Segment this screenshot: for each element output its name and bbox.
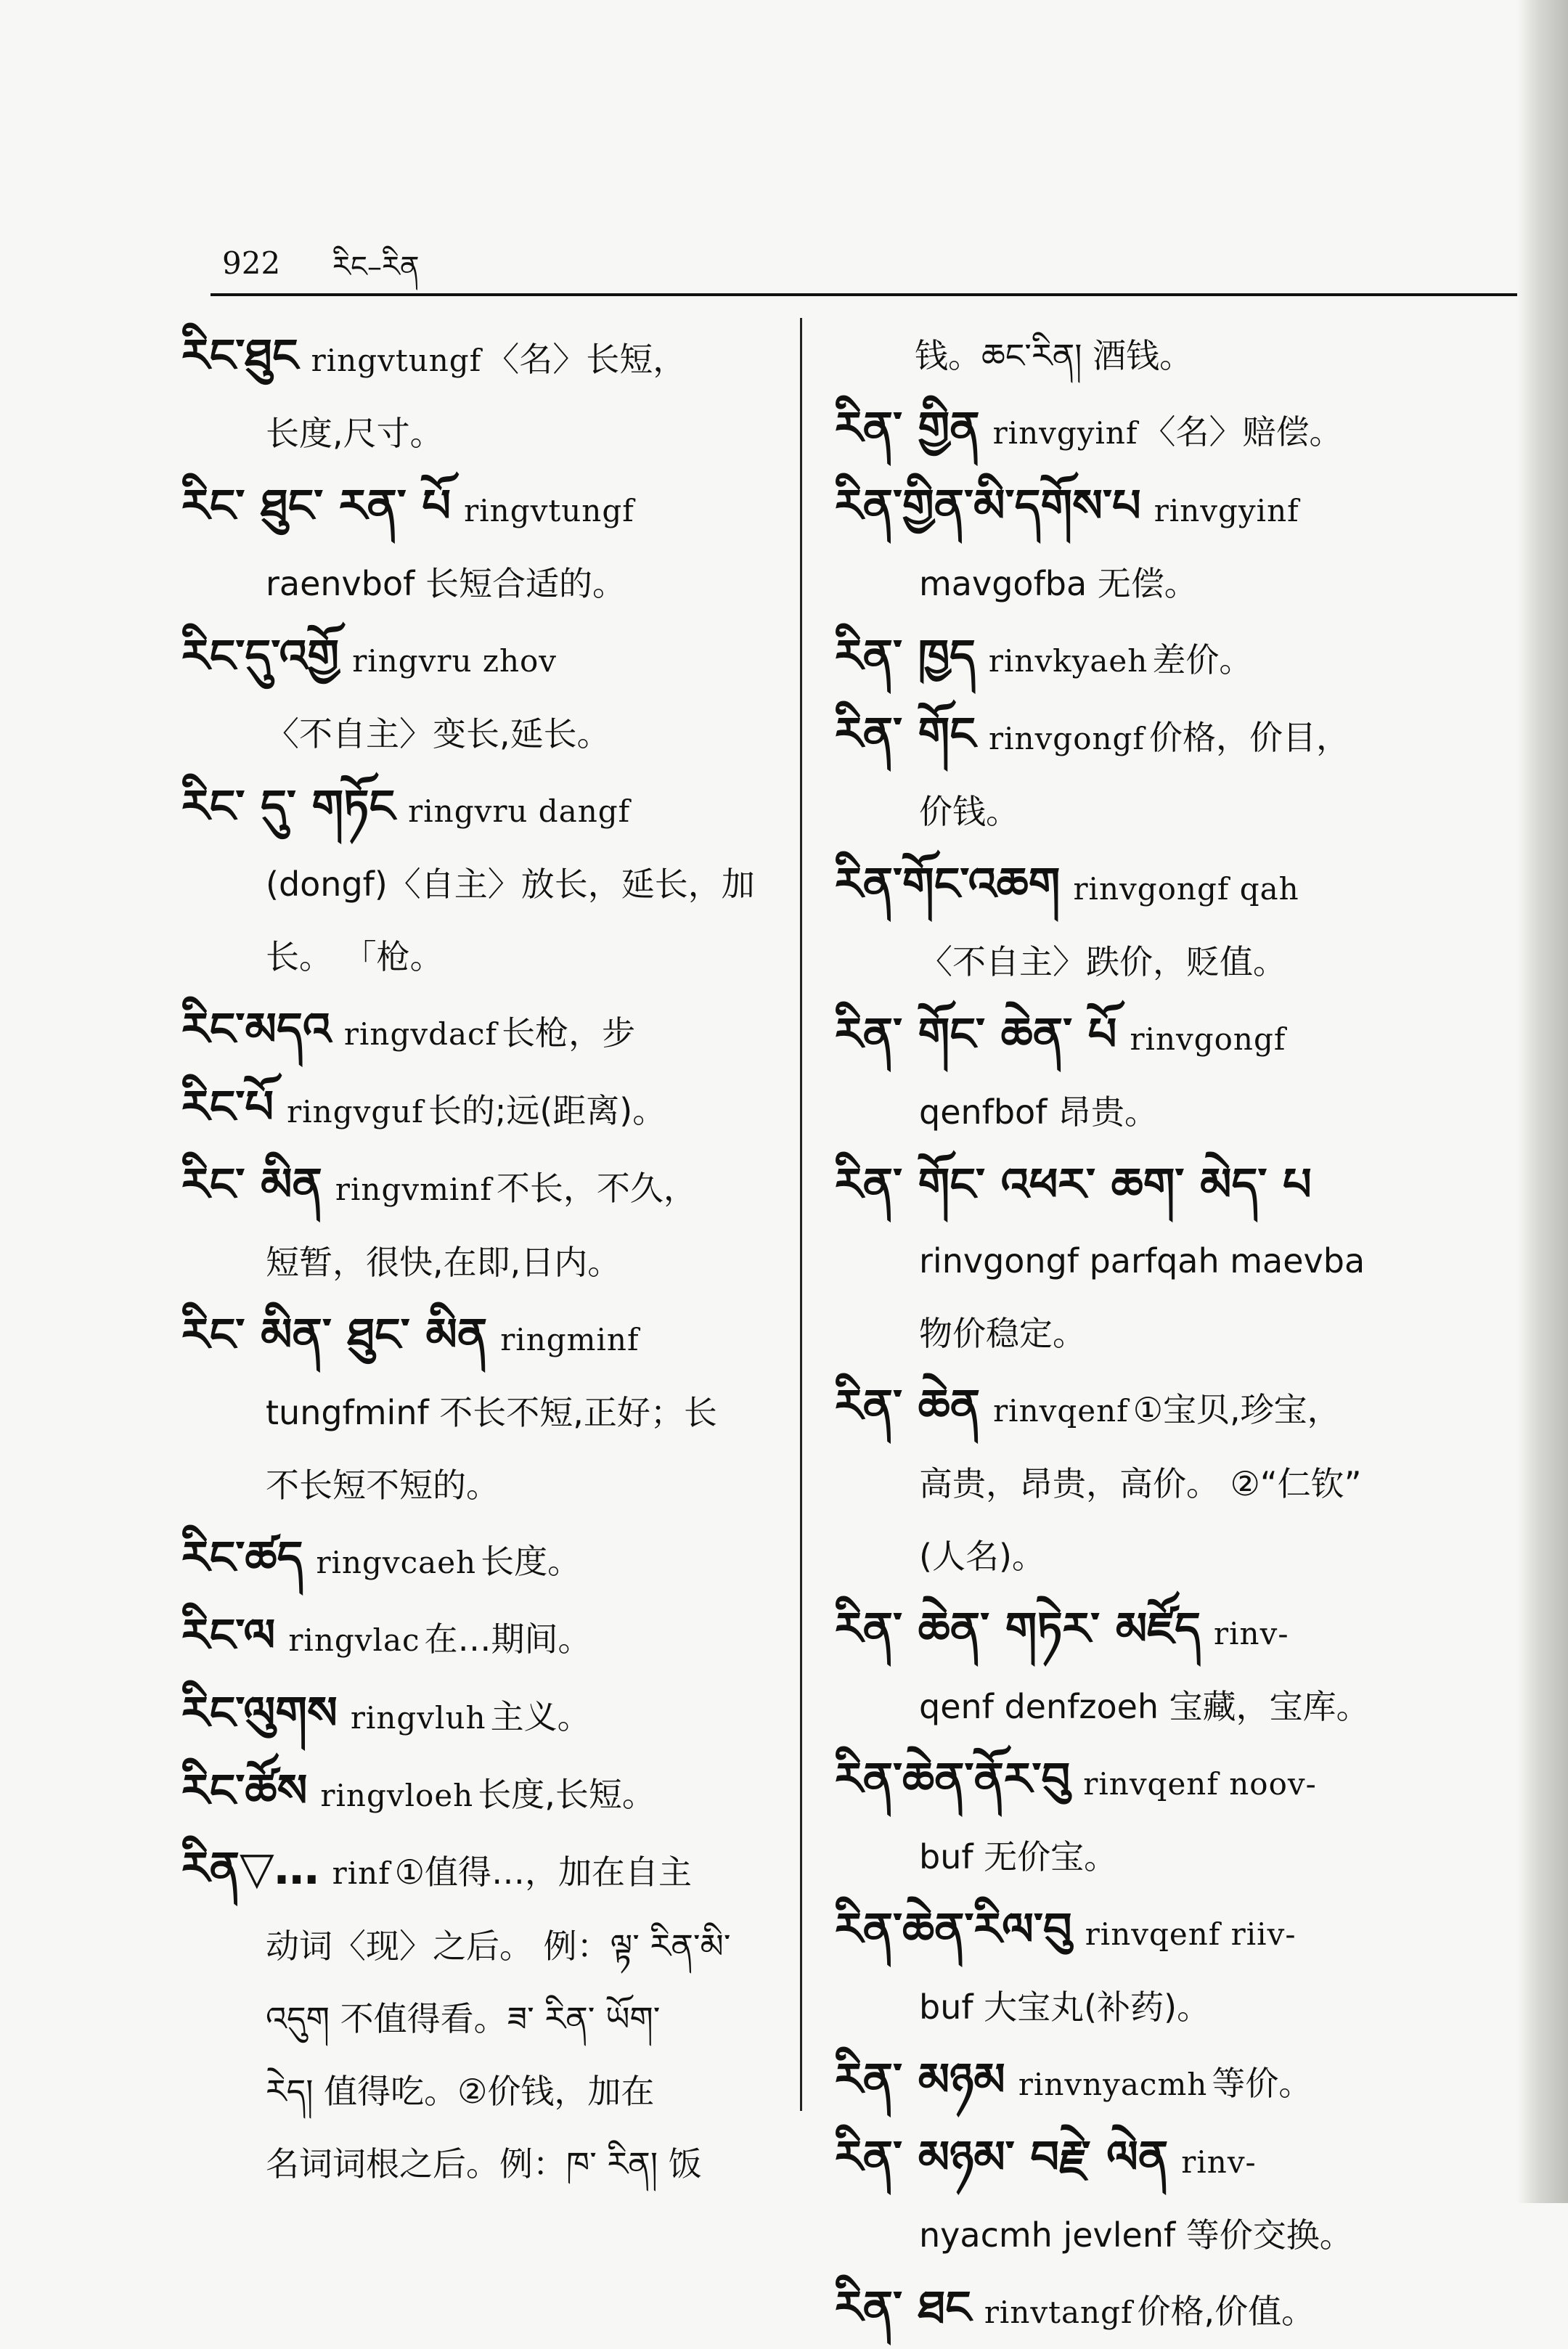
entry-headword: རིང་དུ་འགྱོ (181, 629, 340, 682)
entry-romanization: rinvqenf riiv- (1085, 1916, 1297, 1952)
entry-continuation: 名词词根之后。例：ཁ་ རིན། 饭 (266, 2144, 702, 2183)
dictionary-entry (181, 1521, 791, 1599)
entry-romanization: rinv- (1214, 1616, 1289, 1651)
dictionary-entry (181, 1071, 791, 1148)
entry-headword: རིན▽… (181, 1842, 319, 1895)
entry-gloss: 等价。 (1212, 2064, 1312, 2103)
dictionary-entry (181, 620, 791, 770)
entry-headword: རིང་ཚོས (181, 1764, 308, 1817)
entry-headword: རིན་ཆེན་ནོར་བུ (835, 1752, 1071, 1805)
entry-gloss: 不长，不久， (496, 1169, 697, 1208)
entry-headword: རིང་ མིན་ ཐུང་ མིན (181, 1308, 488, 1361)
entry-continuation: 短暂，很快,在即,日内。 (266, 1243, 621, 1282)
dictionary-entry (181, 1599, 791, 1677)
entry-gloss: 主义。 (490, 1697, 591, 1736)
dictionary-entry (181, 1299, 791, 1521)
entry-continuation: (人名)。 (919, 1537, 1045, 1576)
entry-romanization: rinvqenf (993, 1393, 1129, 1429)
entry-headword: རིན་ ཁྱད (835, 629, 976, 682)
entry-headword: རིན་ གོང་ འཕར་ ཆག་ མེད་ པ (835, 1158, 1312, 1211)
dictionary-entry (181, 319, 791, 470)
entry-romanization: rinvgyinf (992, 415, 1138, 451)
dictionary-entry (835, 1370, 1524, 1593)
dictionary-entry (835, 2043, 1524, 2121)
entry-romanization: ringvtungf (464, 493, 634, 528)
entry-headword: རིང་ དུ་ གཏོང (181, 780, 396, 833)
entry-headword: རིན་ གོང་ ཆེན་ པོ (835, 1008, 1117, 1061)
entry-headword: རིན་ ཐང (835, 2281, 971, 2334)
right-column (835, 319, 1524, 2349)
dictionary-entry (181, 1148, 791, 1299)
dictionary-entry (835, 848, 1524, 998)
entry-headword: རིན་ ཆེན (835, 1379, 981, 1432)
entry-continuation: nyacmh jevlenf 等价交换。 (919, 2215, 1353, 2255)
entry-romanization: rinvgongf qah (1073, 871, 1299, 907)
entry-headword: རིང་ཚད (181, 1531, 303, 1584)
entry-headword: རིན་གོང་འཆག (835, 857, 1061, 910)
entry-continuation: 物价稳定。 (919, 1314, 1086, 1353)
entry-romanization: rinvgyinf (1153, 493, 1299, 528)
entry-headword: རིན་ཆེན་རིལ་བུ (835, 1903, 1072, 1956)
running-head: རིང–རིན (332, 250, 420, 284)
dictionary-entry (181, 470, 791, 620)
entry-continuation: mavgofba 无偿。 (919, 564, 1198, 603)
entry-romanization: ringvminf (335, 1172, 492, 1207)
page-edge-shadow (1517, 0, 1568, 2203)
entry-gloss: 长枪，步 (502, 1013, 636, 1053)
entry-headword: རིང་མདའ (181, 1002, 331, 1055)
entry-headword: རིན་ ཆེན་ གཏེར་ མཛོད (835, 1602, 1201, 1655)
entry-continuation: འདུག 不值得看。ཟ་ རིན་ ཡོག་ (266, 1999, 661, 2038)
entry-continuation: 〈不自主〉变长,延长。 (266, 714, 611, 753)
entry-continuation: 长度,尺寸。 (266, 414, 444, 453)
entry-gloss: 价格,价值。 (1137, 2292, 1315, 2331)
dictionary-entry (181, 1832, 791, 1910)
page-number: 922 (222, 245, 281, 281)
entry-gloss: 差价。 (1152, 640, 1253, 679)
entry-romanization: rinvgongf (989, 721, 1145, 756)
dictionary-entry (181, 770, 791, 993)
dictionary-entry (835, 2121, 1524, 2271)
entry-continuation: rinvgongf parfqah maevba (919, 1241, 1365, 1280)
entry-romanization: rinvnyacmh (1018, 2067, 1208, 2102)
entry-gloss: 长的;远(距离)。 (428, 1091, 666, 1130)
entry-romanization: ringvlac (288, 1622, 420, 1658)
entry-gloss: 价格，价目， (1148, 718, 1349, 757)
dictionary-entry (835, 998, 1524, 1148)
entry-gloss: 长度。 (481, 1542, 581, 1581)
entry-continuation: raenvbof 长短合适的。 (266, 564, 626, 603)
dictionary-entry (835, 698, 1524, 848)
entry-romanization: rinvkyaeh (988, 643, 1148, 679)
entry-headword: རིང་ ཐུང་ རན་ པོ (181, 479, 452, 532)
entry-gloss: ①值得…，加在自主 (394, 1852, 693, 1892)
entry-romanization: rinvtangf (984, 2295, 1133, 2330)
entry-continuation: 〈不自主〉跌价，贬值。 (919, 942, 1286, 981)
entry-romanization: rinf (332, 1855, 391, 1891)
entry-continuation: buf 大宝丸(补药)。 (919, 1988, 1211, 2027)
entry-romanization: rinv- (1181, 2144, 1257, 2180)
entry-gloss: ①宝贝,珍宝， (1132, 1390, 1341, 1429)
entry-gloss: 〈名〉长短， (486, 340, 687, 379)
entry-romanization: ringvru zhov (352, 643, 558, 679)
entry-gloss: 长度,长短。 (478, 1775, 656, 1814)
entry-headword: རིང་ མིན (181, 1158, 322, 1211)
entry-headword: རིན་ མཉམ (835, 2053, 1005, 2106)
dictionary-entry (835, 470, 1524, 620)
entry-continuation: 价钱。 (919, 792, 1019, 831)
header-rule (211, 293, 1535, 296)
entry-headword: རིང་ལ (181, 1609, 276, 1662)
entry-headword: རིང་ལུགས (181, 1686, 338, 1739)
dictionary-entry (835, 392, 1524, 470)
dictionary-entry (835, 1148, 1524, 1370)
dictionary-entry (181, 993, 791, 1071)
entry-headword: རིན་གྱིན་མི་དགོས་པ (835, 479, 1141, 532)
dictionary-entry (835, 1893, 1524, 2043)
dictionary-entry (181, 1754, 791, 1832)
dictionary-entry (181, 1677, 791, 1754)
entry-continuation: (dongf)〈自主〉放长，延长，加 (266, 865, 755, 904)
entry-romanization: rinvqenf noov- (1083, 1766, 1317, 1802)
entry-romanization: ringvguf (287, 1094, 424, 1129)
dictionary-entry (835, 2271, 1524, 2349)
entry-continuation: qenf denfzoeh 宝藏，宝库。 (919, 1687, 1370, 1726)
entry-continuation: qenfbof 昂贵。 (919, 1092, 1159, 1132)
entry-headword: རིང་ཐུང (181, 329, 298, 382)
entry-romanization: ringvdacf (343, 1016, 498, 1052)
column-divider (800, 318, 802, 2111)
entry-romanization: ringvloeh (320, 1778, 474, 1813)
entry-continuation: 高贵，昂贵，高价。 ②“仁钦” (919, 1464, 1362, 1503)
entry-continuation: རེད། 值得吃。②价钱，加在 (266, 2072, 655, 2111)
entry-headword: རིན་ གྱིན (835, 401, 980, 454)
entry-romanization: ringvtungf (311, 343, 482, 378)
entry-headword: རིན་ གོང (835, 707, 976, 760)
entry-continuation: buf 无价宝。 (919, 1837, 1118, 1876)
dictionary-entry (835, 1743, 1524, 1893)
entry-gloss: 〈名〉赔偿。 (1142, 412, 1343, 452)
entry-gloss: 在…期间。 (424, 1619, 592, 1659)
entry-romanization: ringminf (500, 1322, 640, 1357)
entry-continuation: 钱。ཆང་རིན། 酒钱。 (915, 336, 1193, 375)
dictionary-entry (835, 1593, 1524, 1743)
entry-romanization: rinvgongf (1130, 1021, 1286, 1057)
entry-continuation: 长。 「枪。 (266, 937, 444, 976)
dictionary-entry (835, 620, 1524, 698)
entry-continuation: 不长短不短的。 (266, 1466, 499, 1505)
entry-romanization: ringvcaeh (316, 1545, 477, 1580)
entry-headword: རིན་ མཉམ་ བརྗེ་ ལེན (835, 2131, 1169, 2183)
entry-continuation: 动词〈现〉之后。 例：ལྟ་ རིན་མི་ (266, 1927, 731, 1966)
entry-romanization: ringvluh (350, 1700, 486, 1736)
left-column (181, 319, 791, 2200)
entry-romanization: ringvru dangf (408, 793, 631, 829)
entry-continuation: tungfminf 不长不短,正好；长 (266, 1393, 717, 1432)
entry-headword: རིང་པོ (181, 1080, 274, 1133)
